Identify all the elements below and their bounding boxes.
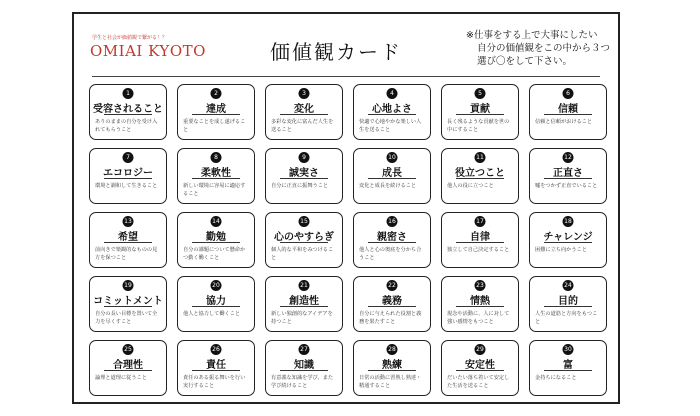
card-description: 他人の役に立つこと (447, 183, 494, 189)
card-divider (456, 178, 504, 179)
card-description: 他人と協力して働くこと (183, 311, 241, 317)
header-divider (92, 76, 600, 77)
card-name: 変化 (294, 104, 314, 115)
card-description: 新しい独創的なアイデアを持つこと (271, 311, 333, 325)
card-description: 責任のある振る舞いを行い実行すること (183, 375, 246, 389)
card-description: ありのままの自分を受け入れてもらうこと (95, 119, 158, 133)
card-number: 8 (211, 152, 222, 163)
card-divider (368, 306, 416, 307)
card-description: 信頼と信頼がおけること (535, 119, 593, 125)
value-card-sheet (72, 12, 620, 404)
value-card[interactable] (353, 276, 431, 332)
card-number: 9 (299, 152, 310, 163)
card-name: 責任 (206, 360, 226, 371)
card-description: 他人と心の奥底を分かち合うこと (359, 247, 422, 261)
card-description: 嘘をつかず正直でいること (535, 183, 598, 189)
card-number: 17 (476, 218, 484, 225)
value-card[interactable] (177, 340, 255, 396)
card-number: 23 (476, 282, 484, 289)
value-card[interactable] (89, 212, 167, 268)
value-card[interactable] (265, 340, 343, 396)
card-name: 創造性 (289, 296, 319, 307)
card-description: 困難に立ち向かうこと (535, 247, 587, 253)
card-divider (192, 242, 240, 243)
card-number: 29 (476, 346, 484, 353)
value-card[interactable] (353, 340, 431, 396)
value-card[interactable] (353, 148, 431, 204)
card-description: 自分に与えられた役割と義務を果たすこと (359, 311, 422, 325)
instruction-line: 自分の価値観をこの中から３つ (477, 43, 611, 54)
value-card[interactable] (265, 212, 343, 268)
card-divider (104, 114, 152, 115)
card-name: 心のやすらぎ (274, 232, 334, 243)
card-divider (104, 178, 152, 179)
value-card[interactable] (265, 276, 343, 332)
card-name: 心地よさ (372, 104, 412, 115)
card-description: 人生の道筋と方向をもつこと (535, 311, 598, 325)
card-grid (89, 84, 609, 396)
card-divider (280, 370, 328, 371)
card-name: 安定性 (465, 360, 495, 371)
value-card[interactable] (441, 276, 519, 332)
card-number: 28 (388, 346, 396, 353)
card-description: 多彩な変化に富んだ人生を送ること (271, 119, 334, 133)
card-number: 15 (300, 218, 308, 225)
card-name: 熟練 (382, 360, 402, 371)
value-card[interactable] (529, 340, 607, 396)
card-name: 富 (563, 360, 573, 371)
value-card[interactable] (441, 84, 519, 140)
card-number: 25 (124, 346, 132, 353)
value-card[interactable] (265, 84, 343, 140)
card-name: 情熱 (470, 296, 490, 307)
card-divider (368, 370, 416, 371)
card-name: 正直さ (553, 168, 583, 179)
value-card[interactable] (89, 276, 167, 332)
card-divider (280, 242, 328, 243)
card-number: 30 (564, 346, 572, 353)
card-description: 独立して自己決定すること (447, 247, 510, 253)
card-number: 3 (299, 88, 310, 99)
card-divider (544, 114, 592, 115)
card-divider (192, 370, 240, 371)
card-name: 信頼 (558, 104, 578, 115)
card-divider (192, 178, 240, 179)
card-description: 環境と調和して生きること (95, 183, 158, 189)
card-number: 2 (211, 88, 222, 99)
logo-tagline: 学生と社会が価値観で繋がる！？ (92, 35, 168, 41)
card-name: 義務 (382, 296, 402, 307)
card-divider (280, 178, 328, 179)
page-title: 価値観カード (270, 40, 402, 64)
card-number: 6 (563, 88, 574, 99)
instruction-line: ※仕事をする上で大事にしたい (466, 30, 598, 41)
value-card[interactable] (177, 84, 255, 140)
card-number: 26 (212, 346, 220, 353)
card-description: 快適で心地やかな楽しい人生を送ること (359, 119, 422, 133)
card-divider (280, 114, 328, 115)
card-divider (544, 306, 592, 307)
value-card[interactable] (441, 148, 519, 204)
card-name: 自律 (470, 232, 490, 243)
card-divider (544, 242, 592, 243)
instruction-line: 選び〇をして下さい。 (477, 56, 573, 67)
card-name: 親密さ (377, 232, 407, 243)
card-name: 役立つこと (455, 168, 505, 179)
value-card[interactable] (177, 148, 255, 204)
value-card[interactable] (265, 148, 343, 204)
card-name: 希望 (118, 232, 138, 243)
card-description: 長く残るような貢献を世の中にすること (447, 119, 510, 133)
card-name: エコロジー (103, 168, 153, 179)
card-number: 5 (475, 88, 486, 99)
card-divider (368, 114, 416, 115)
value-card[interactable] (89, 340, 167, 396)
card-divider (456, 242, 504, 243)
card-number: 18 (564, 218, 572, 225)
card-number: 22 (388, 282, 396, 289)
card-name: 勤勉 (206, 232, 226, 243)
value-card[interactable] (529, 212, 607, 268)
card-name: 達成 (206, 104, 226, 115)
instructions (466, 29, 616, 68)
card-divider (104, 370, 152, 371)
card-divider (544, 370, 592, 371)
card-divider (456, 114, 504, 115)
card-name: 誠実さ (289, 168, 319, 179)
card-name: 成長 (382, 168, 402, 179)
card-description: 個人的な平和をみつけること (271, 247, 334, 261)
card-description: 自分の長い目標を置いて全力を尽くすこと (95, 311, 158, 325)
card-name: 貢献 (470, 104, 490, 115)
card-number: 11 (476, 154, 484, 161)
card-number: 16 (388, 218, 396, 225)
card-divider (104, 242, 152, 243)
card-name: 受容されること (93, 104, 163, 115)
card-number: 1 (123, 88, 134, 99)
card-number: 7 (123, 152, 134, 163)
card-number: 24 (564, 282, 572, 289)
card-number: 21 (300, 282, 308, 289)
card-divider (544, 178, 592, 179)
card-number: 20 (212, 282, 220, 289)
card-name: 合理性 (113, 360, 143, 371)
value-card[interactable] (441, 340, 519, 396)
card-divider (104, 306, 152, 307)
card-number: 4 (387, 88, 398, 99)
card-description: だいたい落ち着いて安定した生活を送ること (447, 375, 510, 389)
card-name: 柔軟性 (201, 168, 231, 179)
card-name: 協力 (206, 296, 226, 307)
card-divider (456, 370, 504, 371)
card-divider (368, 242, 416, 243)
card-divider (368, 178, 416, 179)
card-description: 重要なことを成し遂げること (183, 119, 246, 133)
value-card[interactable] (529, 148, 607, 204)
card-number: 12 (564, 154, 572, 161)
card-description: 自分の課題について懸命かつ勤く働くこと (183, 247, 246, 261)
value-card[interactable] (529, 84, 607, 140)
logo: OMIAI KYOTO (90, 42, 206, 60)
value-card[interactable] (353, 84, 431, 140)
card-name: コミットメント (93, 296, 163, 307)
value-card[interactable] (441, 212, 519, 268)
card-description: 自分に正直に振舞うこと (271, 183, 329, 189)
card-description: 論理と道理に従うこと (95, 375, 147, 381)
card-description: 日常の活動に習熟し熟達・精通すること (359, 375, 422, 389)
card-description: 新しい環境に容易に適応すること (183, 183, 246, 197)
card-number: 14 (212, 218, 220, 225)
card-divider (192, 114, 240, 115)
card-description: 前向きで楽観的なものの見方を保つこと (95, 247, 158, 261)
card-number: 10 (388, 154, 396, 161)
value-card[interactable] (177, 212, 255, 268)
card-name: 知識 (294, 360, 314, 371)
card-number: 19 (124, 282, 132, 289)
card-name: 目的 (558, 296, 578, 307)
card-description: 変化と成長を続けること (359, 183, 417, 189)
card-divider (192, 306, 240, 307)
value-card[interactable] (529, 276, 607, 332)
value-card[interactable] (177, 276, 255, 332)
card-description: 金持ちになること (535, 375, 577, 381)
card-name: チャレンジ (543, 232, 593, 243)
card-divider (280, 306, 328, 307)
value-card[interactable] (353, 212, 431, 268)
card-divider (456, 306, 504, 307)
card-number: 27 (300, 346, 308, 353)
card-number: 13 (124, 218, 132, 225)
card-description: 有意義な知識を学び、また学び続けること (271, 375, 334, 389)
value-card[interactable] (89, 148, 167, 204)
card-description: 現念や活動に、人に対して強い感情をもつこと (447, 311, 510, 325)
value-card[interactable] (89, 84, 167, 140)
